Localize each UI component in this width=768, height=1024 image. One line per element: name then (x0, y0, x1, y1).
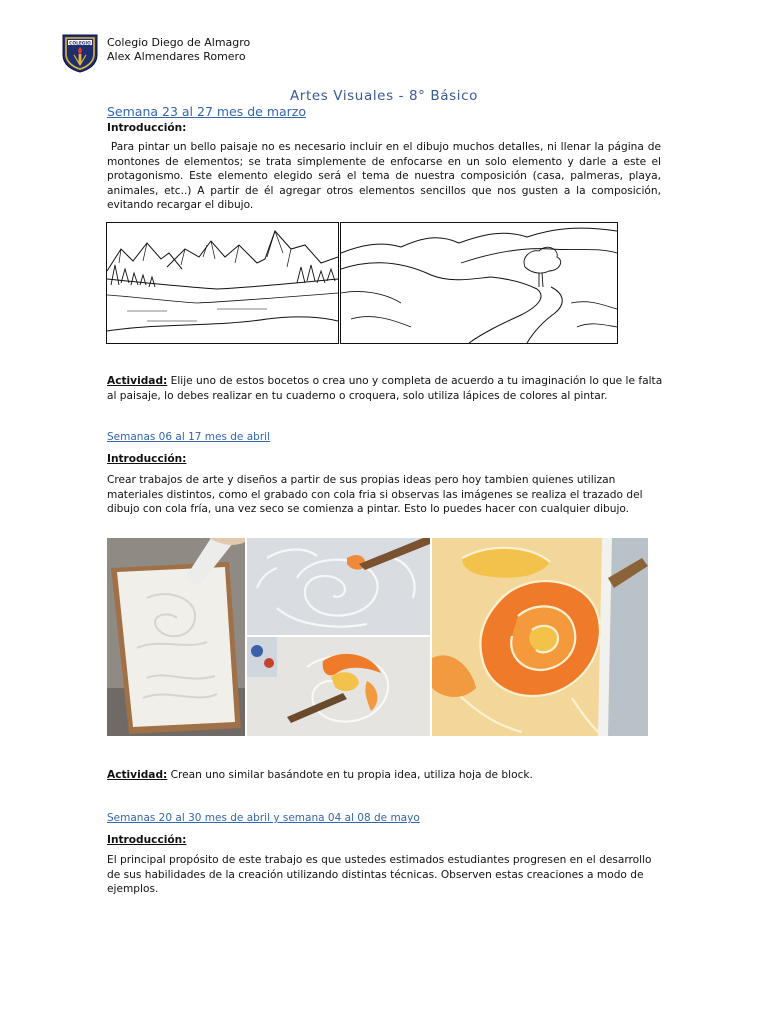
photo-glue-application (107, 538, 245, 736)
landscape-sketch-tree-path (340, 222, 618, 344)
section1-week-link[interactable]: Semana 23 al 27 mes de marzo (107, 104, 307, 119)
school-name: Colegio Diego de Almagro (107, 36, 251, 49)
school-crest (60, 33, 100, 73)
section1-activity: Actividad: Elije uno de estos bocetos o crea uno y completa de acuerdo a tu imaginación lo que le falta al paisaje, lo debes realizar en tu cuaderno o croquera, solo utiliza lápices de colores al pintar. (107, 375, 663, 402)
photo-rose-outline (247, 538, 430, 635)
photo-rose-partial-paint (247, 637, 430, 736)
section3-intro-label: Introducción: (107, 834, 187, 846)
section2-paragraph: Crear trabajos de arte y diseños a partir de sus propias ideas pero hoy tambien quienes utilizan materiales distintos, como el grabado con cola fria si observas las imágenes se realiza el trazado del dibujo con cola fría, una vez seco se comienza a pintar. Esto lo puedes hacer con cualquier dibujo. (107, 474, 643, 515)
section2-activity: Actividad: Crean uno similar basándote en tu propia idea, utiliza hoja de block. (107, 769, 533, 781)
section2-week-link[interactable]: Semanas 06 al 17 mes de abril (107, 431, 270, 443)
section1-intro-label: Introducción: (107, 122, 187, 134)
section2-activity-label: Actividad: (107, 769, 168, 781)
section3-week-link[interactable]: Semanas 20 al 30 mes de abril y semana 04 al 08 de mayo (107, 812, 420, 824)
section2-intro-label: Introducción: (107, 453, 187, 465)
section1-activity-label: Actividad: (107, 375, 168, 387)
section3-paragraph: El principal propósito de este trabajo es que ustedes estimados estudiantes progresen en el desarrollo de sus habilidades de la creación utilizando distintas técnicas. Observen estas creaciones a modo de ejemplos. (107, 854, 652, 895)
landscape-sketch-mountains (106, 222, 339, 344)
page-title: Artes Visuales - 8° Básico (289, 88, 479, 104)
section1-paragraph: Para pintar un bello paisaje no es necesario incluir en el dibujo muchos detalles, ni llenar la página de montones de elementos; se trata simplemente de enfocarse en un solo elemento y darle a este el protagonismo. Este elemento elegido será el tema de nuestra composición (casa, palmeras, playa, animales, etc..) A partir de él agregar otros elementos sencillos que nos gusten a la composición, evitando recargar el dibujo. (107, 141, 661, 211)
crest-text: COLEGIO (69, 41, 91, 47)
photo-rose-finished (432, 538, 648, 736)
teacher-name: Alex Almendares Romero (107, 50, 246, 63)
